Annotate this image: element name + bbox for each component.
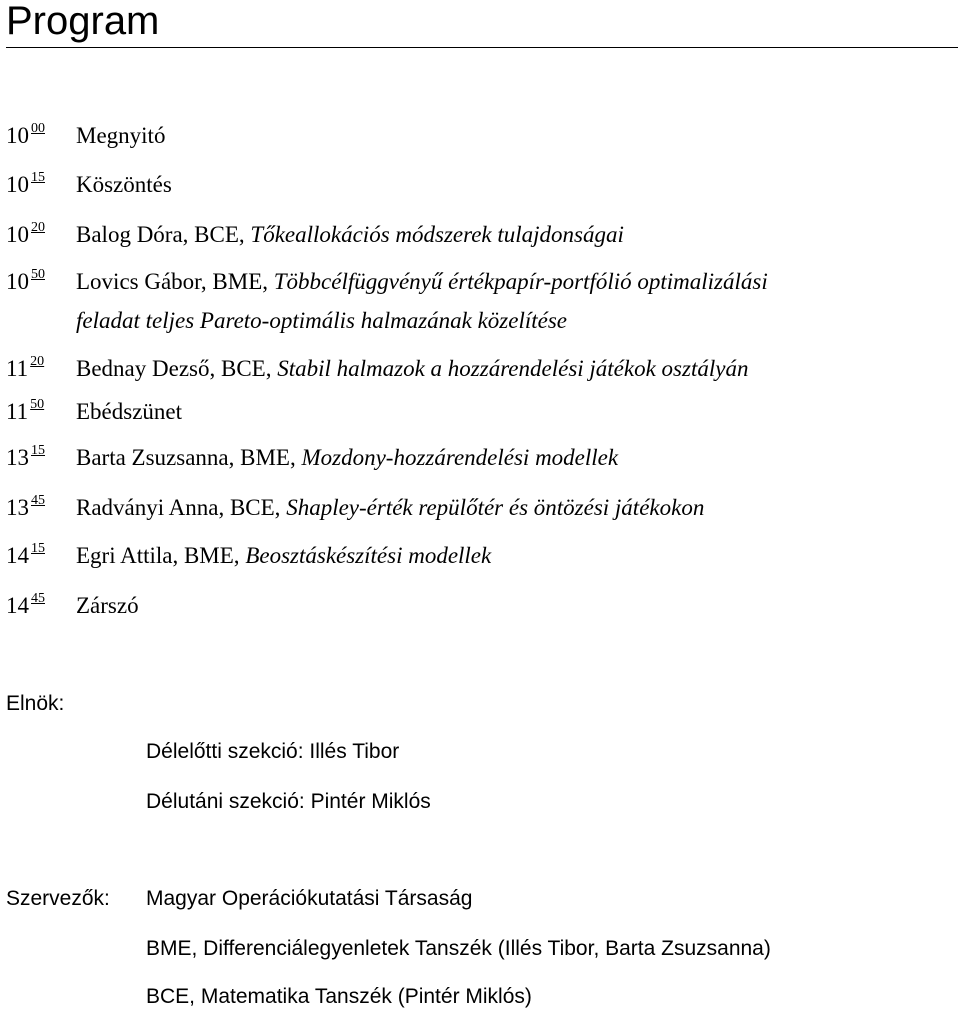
session-speaker: Köszöntés <box>76 172 172 197</box>
time-minute: 50 <box>30 397 45 412</box>
session-speaker: Lovics Gábor, BME, <box>76 269 274 294</box>
time <box>6 171 45 203</box>
title-divider <box>6 47 958 48</box>
session-title: Mozdony-hozzárendelési modellek <box>301 445 619 470</box>
session-title-line2: feladat teljes Pareto-optimális halmazának közelítése <box>76 308 568 333</box>
session-text <box>76 494 956 522</box>
session-speaker: Egri Attila, BME, <box>76 543 246 568</box>
chair-morning: Délelőtti szekció: Illés Tibor <box>146 740 400 763</box>
session-title: Stabil halmazok a hozzárendelési játékok osztályán <box>277 356 749 381</box>
session-text <box>76 592 956 620</box>
organizer-line: BCE, Matematika Tanszék (Pintér Miklós) <box>146 985 532 1008</box>
organizer-line: Magyar Operációkutatási Társaság <box>146 887 473 910</box>
time <box>6 542 45 574</box>
time-minute: 15 <box>31 170 45 185</box>
page-title: Program <box>6 0 160 43</box>
chair-label: Elnök: <box>6 692 65 715</box>
session-text <box>76 307 956 335</box>
session-speaker: Balog Dóra, BCE, <box>76 222 251 247</box>
session-title: Tőkeallokációs módszerek tulajdonságai <box>250 222 624 247</box>
time-hour: 10 <box>6 123 29 148</box>
session-speaker: Barta Zsuzsanna, BME, <box>76 445 302 470</box>
time-hour: 10 <box>6 222 29 247</box>
organizer-line: BME, Differenciálegyenletek Tanszék (Illés Tibor, Barta Zsuzsanna) <box>146 937 771 960</box>
session-text <box>76 268 956 296</box>
session-text <box>76 542 956 570</box>
session-speaker: Zárszó <box>76 593 139 618</box>
time <box>6 398 44 430</box>
time <box>6 221 45 253</box>
session-title: Shapley-érték repülőtér és öntözési játékokon <box>286 495 705 520</box>
session-text <box>76 444 956 472</box>
session-speaker: Megnyitó <box>76 123 166 148</box>
time-hour: 10 <box>6 172 29 197</box>
time-hour: 14 <box>6 593 29 618</box>
session-title: Beosztáskészítési modellek <box>245 543 492 568</box>
time <box>6 494 45 526</box>
time-minute: 45 <box>31 591 45 606</box>
session-speaker: Radványi Anna, BCE, <box>76 495 287 520</box>
time <box>6 122 45 154</box>
time <box>6 592 45 624</box>
time-minute: 20 <box>30 354 45 369</box>
time-hour: 13 <box>6 495 29 520</box>
time-hour: 11 <box>6 399 29 424</box>
time <box>6 444 45 476</box>
time-hour: 11 <box>6 356 29 381</box>
time-hour: 10 <box>6 269 29 294</box>
organizers-label: Szervezők: <box>6 887 110 910</box>
session-text <box>76 398 956 426</box>
time-minute: 20 <box>31 220 45 235</box>
session-text <box>76 221 956 249</box>
time <box>6 268 45 300</box>
time-minute: 15 <box>31 443 45 458</box>
session-text <box>76 171 956 199</box>
time-hour: 13 <box>6 445 29 470</box>
time-minute: 50 <box>31 267 45 282</box>
time-minute: 15 <box>31 541 45 556</box>
session-speaker: Ebédszünet <box>76 399 183 424</box>
session-text <box>76 122 956 150</box>
time-hour: 14 <box>6 543 29 568</box>
time-minute: 00 <box>31 121 45 136</box>
session-speaker: Bednay Dezső, BCE, <box>76 356 278 381</box>
time <box>6 355 44 387</box>
time-minute: 45 <box>31 493 45 508</box>
chair-afternoon: Délutáni szekció: Pintér Miklós <box>146 790 431 813</box>
session-text <box>76 355 956 383</box>
session-title: Többcélfüggvényű értékpapír-portfólió optimalizálási <box>273 269 768 294</box>
